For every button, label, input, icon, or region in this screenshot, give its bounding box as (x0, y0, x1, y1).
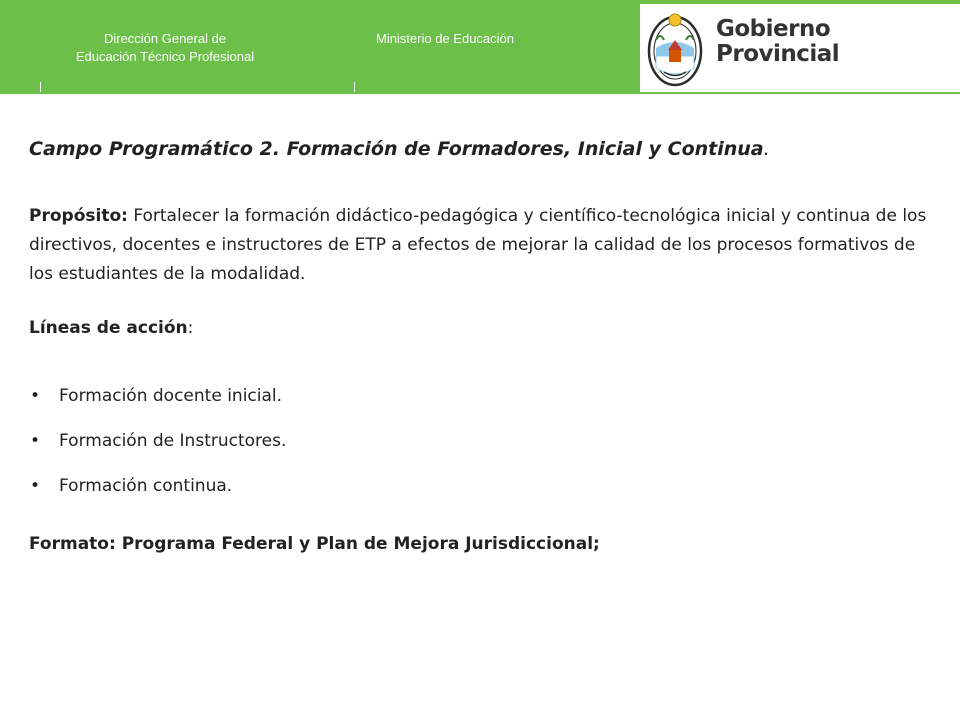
logo-line1: Gobierno (716, 16, 831, 42)
header-directorate-line2: Educación Técnico Profesional (75, 49, 255, 64)
bullet-dot: • (30, 386, 41, 406)
gobierno-provincial-logo (716, 17, 839, 67)
list-item (29, 474, 286, 519)
action-lines-list (29, 384, 286, 519)
slide-title-suffix: . (763, 138, 770, 160)
corrientes-seal-icon (646, 10, 704, 88)
list-item-text: Formación continua. (59, 476, 233, 496)
list-item-text: Formación de Instructores. (59, 431, 287, 451)
header-ministry: Ministerio de Educación (375, 31, 515, 46)
header-tick-right (354, 82, 355, 92)
purpose-paragraph (29, 202, 934, 289)
action-lines-colon: : (187, 318, 194, 338)
bullet-dot: • (30, 476, 41, 496)
list-item (29, 429, 286, 474)
slide-title (29, 138, 770, 160)
action-lines-heading (29, 318, 193, 338)
list-item-text: Formación docente inicial. (59, 386, 283, 406)
header-directorate (30, 30, 300, 66)
logo-line2: Provincial (716, 41, 840, 67)
list-item (29, 384, 286, 429)
action-lines-label: Líneas de acción (29, 318, 188, 338)
purpose-label: Propósito: (29, 206, 128, 226)
header-tick-left (40, 82, 41, 92)
format-line: Formato: Programa Federal y Plan de Mejora Jurisdiccional; (29, 534, 600, 554)
header-directorate-line1: Dirección General de (103, 31, 227, 46)
slide-title-text: Campo Programático 2. Formación de Formadores, Inicial y Continua (29, 138, 764, 160)
purpose-text: Fortalecer la formación didáctico-pedagógica y científico-tecnológica inicial y continua de los directivos, docentes e instructores de ETP a efectos de mejorar la calidad de los procesos formativos de los estudiantes de la modalidad. (29, 206, 927, 284)
bullet-dot: • (30, 431, 41, 451)
header-divider (0, 94, 960, 95)
